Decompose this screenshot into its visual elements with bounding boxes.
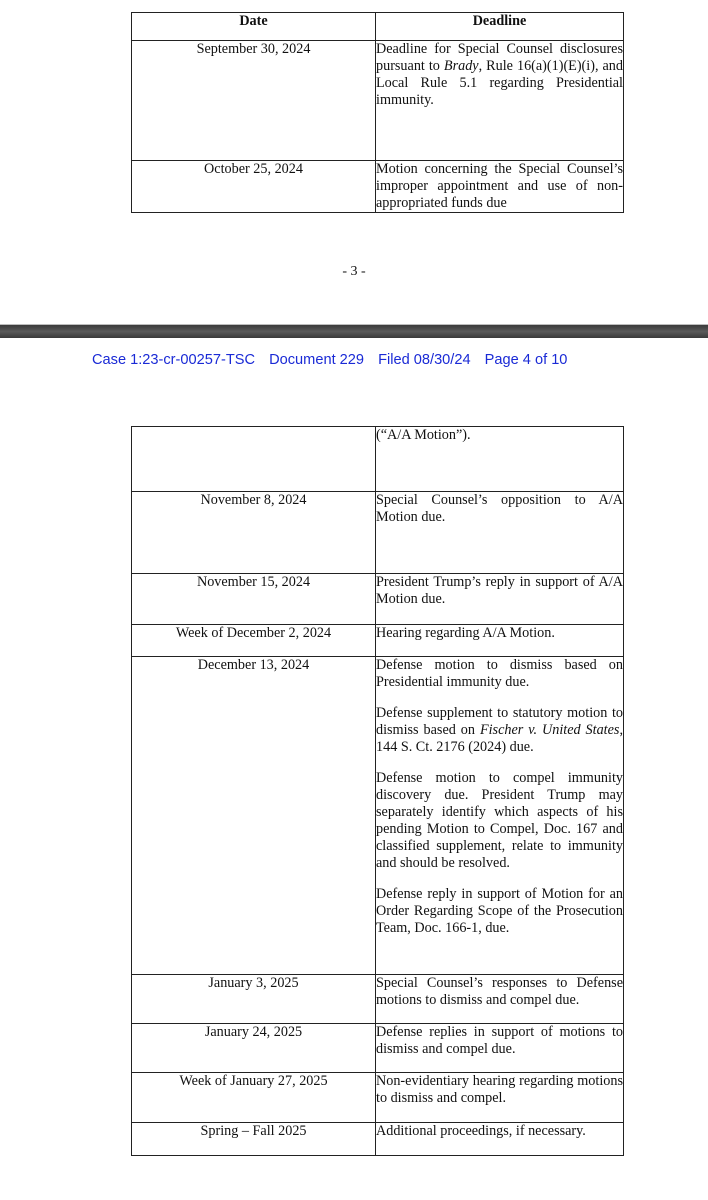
ecf-header — [92, 352, 577, 368]
deadline-cell: (“A/A Motion”). — [376, 427, 624, 492]
table-row — [132, 1024, 624, 1073]
deadline-cell — [376, 41, 624, 161]
date-cell: November 15, 2024 — [132, 574, 376, 625]
deadline-paragraph: Defense motion to compel immunity discovery due. President Trump may separately identify which aspects of his pending Motion to Compel, Doc. 167 and classified supplement, relate to immunity and should be resolved. — [376, 770, 623, 871]
table-row — [132, 427, 624, 492]
table-row — [132, 1123, 624, 1156]
table-row — [132, 975, 624, 1024]
case-number: Case 1:23-cr-00257-TSC — [92, 352, 256, 368]
deadline-text: Defense supplement to statutory motion to dismiss based on — [376, 705, 623, 738]
pdf-page-4 — [0, 338, 708, 1200]
deadline-cell: Defense replies in support of motions to dismiss and compel due. — [376, 1024, 624, 1073]
schedule-table-page-4 — [131, 426, 624, 1156]
schedule-table-page-3 — [131, 12, 624, 213]
date-cell: December 13, 2024 — [132, 657, 376, 975]
table-row — [132, 1073, 624, 1123]
date-cell: October 25, 2024 — [132, 161, 376, 213]
page-indicator: Page 4 of 10 — [484, 352, 568, 368]
page-divider — [0, 324, 708, 338]
table-row — [132, 41, 624, 161]
deadline-cell: Additional proceedings, if necessary. — [376, 1123, 624, 1156]
deadline-paragraph: Defense reply in support of Motion for an Order Regarding Scope of the Prosecution Team, Doc. 166-1, due. — [376, 886, 623, 936]
page-number: - 3 - — [342, 264, 366, 279]
date-cell — [132, 427, 376, 492]
deadline-cell: Hearing regarding A/A Motion. — [376, 625, 624, 657]
date-cell: November 8, 2024 — [132, 492, 376, 574]
date-cell: January 24, 2025 — [132, 1024, 376, 1073]
date-cell: Week of January 27, 2025 — [132, 1073, 376, 1123]
table-row — [132, 574, 624, 625]
table-row — [132, 657, 624, 975]
deadline-cell: Special Counsel’s responses to Defense motions to dismiss and compel due. — [376, 975, 624, 1024]
table-row — [132, 625, 624, 657]
pdf-page-3 — [0, 0, 708, 324]
deadline-text: , Rule 16(a)(1)(E)(i), and Local Rule 5.1 regarding Presidential immunity. — [376, 58, 623, 108]
date-cell: January 3, 2025 — [132, 975, 376, 1024]
deadline-cell: Non-evidentiary hearing regarding motions to dismiss and compel. — [376, 1073, 624, 1123]
table-header-row — [132, 13, 624, 41]
deadline-paragraph: Defense motion to dismiss based on Presidential immunity due. — [376, 657, 623, 690]
document-number: Document 229 — [269, 352, 365, 368]
date-cell: Week of December 2, 2024 — [132, 625, 376, 657]
table-row — [132, 492, 624, 574]
table-row — [132, 161, 624, 213]
deadline-text: , 144 S. Ct. 2176 (2024) due. — [376, 722, 623, 755]
deadline-cell: Special Counsel’s opposition to A/A Motion due. — [376, 492, 624, 574]
deadline-cell: President Trump’s reply in support of A/A Motion due. — [376, 574, 624, 625]
deadline-column-header: Deadline — [376, 13, 624, 41]
filed-date: Filed 08/30/24 — [378, 352, 471, 368]
date-column-header: Date — [132, 13, 376, 41]
case-name-italic: Brady — [443, 58, 479, 74]
deadline-cell — [376, 657, 624, 975]
date-cell: Spring – Fall 2025 — [132, 1123, 376, 1156]
deadline-cell: Motion concerning the Special Counsel’s improper appointment and use of non-appropriated funds due — [376, 161, 623, 211]
deadline-paragraph — [376, 705, 623, 756]
date-cell: September 30, 2024 — [132, 41, 376, 161]
case-name-italic: Fischer v. United States — [479, 722, 620, 738]
deadline-text: Deadline for Special Counsel disclosures pursuant to — [376, 41, 623, 74]
